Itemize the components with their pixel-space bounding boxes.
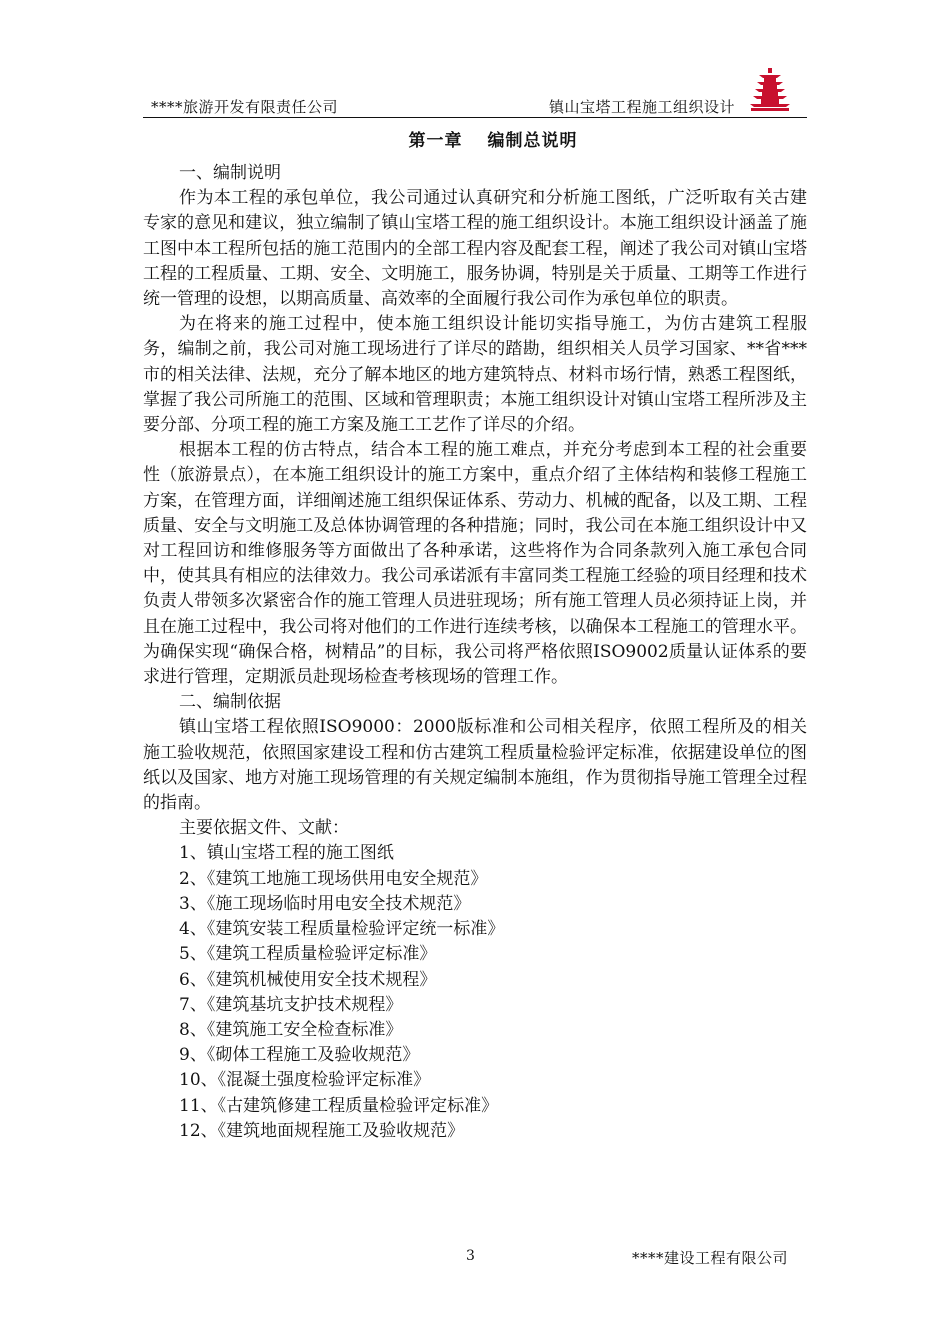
reference-item: 1、镇山宝塔工程的施工图纸: [179, 843, 394, 864]
section-heading-1: 一、编制说明: [179, 163, 281, 183]
header-left-company: ****旅游开发有限责任公司: [151, 98, 339, 116]
reference-item: 6、《建筑机械使用安全技术规程》: [179, 969, 437, 990]
paragraph: 作为本工程的承包单位，我公司通过认真研究和分析施工图纸，广泛听取有关古建专家的意见和建议，独立编制了镇山宝塔工程的施工组织设计。本施工组织设计涵盖了施工图中本工程所包括的施工范围内的全部工程内容及配套工程，阐述了我公司对镇山宝塔工程的工程质量、工期、安全、文明施工，服务协调，特别是关于质量、工期等工作进行统一管理的设想，以期高质量、高效率的全面履行我公司作为承包单位的职责。: [143, 188, 807, 310]
reference-item: 9、《砌体工程施工及验收规范》: [179, 1045, 420, 1066]
page-number: 3: [466, 1248, 475, 1264]
reference-item: 3、《施工现场临时用电安全技术规范》: [179, 893, 471, 914]
header-right-title: 镇山宝塔工程施工组织设计: [548, 98, 735, 116]
reference-item: 11、《古建筑修建工程质量检验评定标准》: [179, 1095, 499, 1116]
reference-item: 8、《建筑施工安全检查标准》: [179, 1019, 403, 1040]
paragraph: 为在将来的施工过程中，使本施工组织设计能切实指导施工，为仿古建筑工程服务，编制之前，我公司对施工现场进行了详尽的踏勘，组织相关人员学习国家、**省***市的相关法律、法规，充分了解本地区的地方建筑特点、材料市场行情，熟悉工程图纸，掌握了我公司所施工的范围、区域和管理职责；本施工组织设计对镇山宝塔工程所涉及主要分部、分项工程的施工方案及施工工艺作了详尽的介绍。: [143, 314, 807, 436]
header-divider: [143, 117, 807, 118]
document-body: [143, 161, 807, 1144]
reference-item: 7、《建筑基坑支护技术规程》: [179, 994, 403, 1015]
reference-item: 2、《建筑工地施工现场供用电安全规范》: [179, 868, 488, 889]
chapter-title: 第一章 编制总说明: [408, 131, 578, 151]
reference-item: 5、《建筑工程质量检验评定标准》: [179, 944, 437, 965]
reference-item: 10、《混凝土强度检验评定标准》: [179, 1070, 431, 1091]
page-header: [143, 62, 807, 118]
paragraph: 镇山宝塔工程依照ISO9000：2000版标准和公司相关程序，依照工程所及的相关施工验收规范，依照国家建设工程和仿古建筑工程质量检验评定标准，依据建设单位的图纸以及国家、地方对施工现场管理的有关规定编制本施组，作为贯彻指导施工管理全过程的指南。: [143, 717, 807, 814]
reference-list: [143, 841, 807, 1143]
references-intro: 主要依据文件、文献：: [179, 818, 349, 839]
paragraph: 根据本工程的仿古特点，结合本工程的施工难点，并充分考虑到本工程的社会重要性（旅游景点），在本施工组织设计的施工方案中，重点介绍了主体结构和装修工程施工方案，在管理方面，详细阐述施工组织保证体系、劳动力、机械的配备，以及工期、工程质量、安全与文明施工及总体协调管理的各种措施；同时，我公司在本施工组织设计中又对工程回访和维修服务等方面做出了各种承诺，这些将作为合同条款列入施工承包合同中，使其具有相应的法律效力。我公司承诺派有丰富同类工程施工经验的项目经理和技术负责人带领多次紧密合作的施工管理人员进驻现场；所有施工管理人员必须持证上岗，并且在施工过程中，我公司将对他们的工作进行连续考核，以确保本工程施工的管理水平。为确保实现“确保合格，树精品”的目标，我公司将严格依照ISO9002质量认证体系的要求进行管理，定期派员赴现场检查考核现场的管理工作。: [143, 440, 807, 688]
pagoda-logo-icon: [747, 66, 793, 114]
reference-item: 12、《建筑地面规程施工及验收规范》: [179, 1120, 465, 1141]
footer-company: ****建设工程有限公司: [631, 1249, 788, 1267]
reference-item: 4、《建筑安装工程质量检验评定统一标准》: [179, 919, 505, 940]
section-heading-2: 二、编制依据: [179, 692, 281, 713]
